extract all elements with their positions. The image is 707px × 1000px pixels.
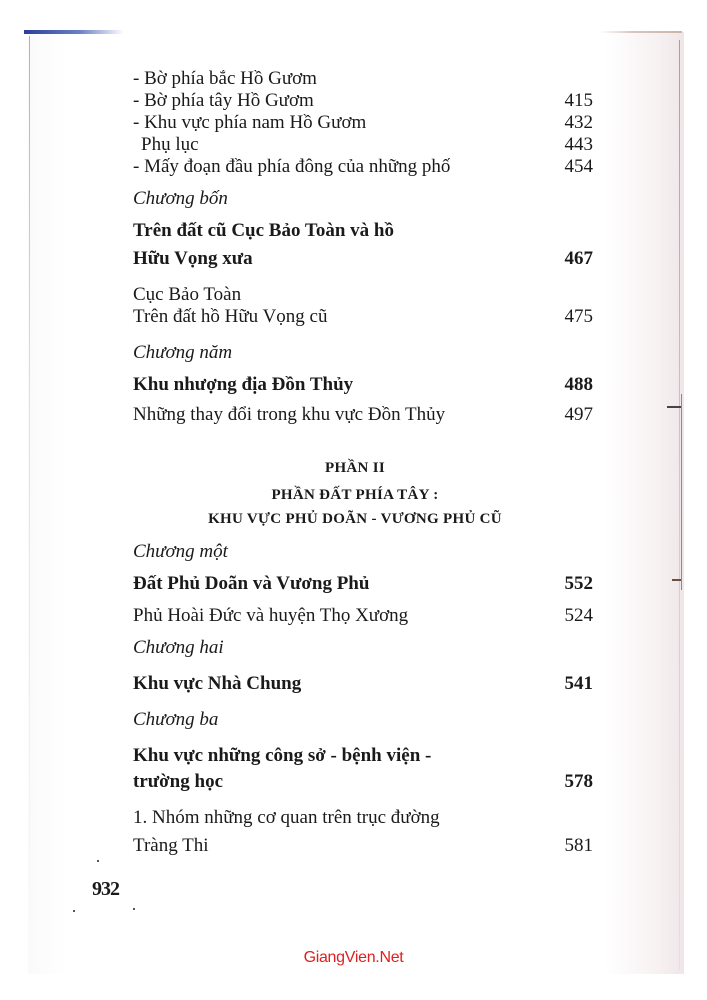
chapter-label — [133, 637, 593, 659]
toc-entry — [133, 835, 593, 857]
chapter-label-text: Chương hai — [133, 637, 224, 658]
chapter-label-text: Chương ba — [133, 709, 219, 730]
chapter-title-page: 541 — [564, 673, 593, 694]
chapter-label — [133, 541, 593, 563]
page-edge-top-left — [24, 30, 124, 34]
chapter-title — [133, 248, 593, 270]
toc-entry — [133, 156, 593, 178]
chapter-title-page: 552 — [564, 573, 593, 594]
page-number: 932 — [92, 878, 119, 900]
chapter-title-text: Hữu Vọng xưa — [133, 248, 253, 269]
toc-entry-text: Phủ Hoài Đức và huyện Thọ Xương — [133, 605, 409, 626]
part-label: PHẦN II — [324, 460, 386, 476]
scan-speck — [73, 910, 75, 912]
toc-entry — [133, 284, 593, 306]
toc-entry-page: 454 — [564, 156, 593, 177]
toc-entry-text: - Bờ phía tây Hồ Gươm — [133, 90, 314, 111]
margin-bracket-line — [681, 394, 682, 590]
page-edge-top-right — [600, 31, 682, 33]
toc-entry — [133, 68, 593, 90]
chapter-title-page: 488 — [564, 374, 593, 395]
toc-entry — [133, 90, 593, 112]
watermark-text: GiangVien.Net — [303, 949, 404, 966]
scan-speck — [97, 860, 99, 862]
toc-entry — [133, 605, 593, 627]
toc-entry-page: 443 — [564, 134, 593, 155]
toc-entry-text: Trên đất hồ Hữu Vọng cũ — [133, 306, 328, 327]
toc-entry-page: 497 — [564, 404, 593, 425]
chapter-label — [133, 188, 593, 210]
scan-speck — [133, 908, 135, 910]
table-of-contents-part2 — [133, 541, 593, 857]
chapter-label-text: Chương năm — [133, 342, 233, 363]
toc-entry-text: 1. Nhóm những cơ quan trên trục đường — [133, 807, 440, 828]
margin-bracket-tick-top — [667, 406, 681, 408]
toc-entry-page: 415 — [564, 90, 593, 111]
margin-bracket-tick-bottom — [672, 579, 681, 581]
table-of-contents — [133, 68, 593, 426]
part-title-line2: KHU VỰC PHỦ DOÃN - VƯƠNG PHỦ CŨ — [208, 511, 502, 527]
chapter-title-text: Khu vực những công sở - bệnh viện - — [133, 745, 432, 766]
chapter-title-page: 467 — [564, 248, 593, 269]
chapter-title-text: Đất Phủ Doãn và Vương Phủ — [133, 573, 370, 594]
page-edge-left — [29, 36, 30, 936]
chapter-title — [133, 573, 593, 595]
chapter-label — [133, 709, 593, 731]
toc-entry-page: 524 — [564, 605, 593, 626]
chapter-title — [133, 220, 593, 242]
toc-entry — [133, 404, 593, 426]
chapter-title — [133, 745, 593, 767]
chapter-label — [133, 342, 593, 364]
toc-entry-text: Cục Bảo Toàn — [133, 284, 242, 305]
toc-entry — [133, 112, 593, 134]
chapter-title-text: Khu nhượng địa Đồn Thủy — [133, 374, 354, 395]
chapter-label-text: Chương bốn — [133, 188, 228, 209]
chapter-title — [133, 771, 593, 793]
chapter-title-text: Khu vực Nhà Chung — [133, 673, 302, 694]
chapter-label-text: Chương một — [133, 541, 228, 562]
chapter-title-text: trường học — [133, 771, 223, 792]
chapter-title — [133, 673, 593, 695]
toc-entry-text: - Khu vực phía nam Hồ Gươm — [133, 112, 367, 133]
toc-entry-page: 432 — [564, 112, 593, 133]
toc-entry-page: 475 — [564, 306, 593, 327]
page-edge-right — [679, 40, 680, 970]
chapter-title-page: 578 — [564, 771, 593, 792]
toc-entry-text: Những thay đổi trong khu vực Đồn Thủy — [133, 404, 446, 425]
toc-entry — [133, 134, 593, 156]
toc-entry-text: - Mấy đoạn đầu phía đông của những phố — [133, 156, 451, 177]
chapter-title-text: Trên đất cũ Cục Bảo Toàn và hồ — [133, 220, 394, 241]
toc-entry-text: Tràng Thi — [133, 835, 209, 856]
toc-entry-page: 581 — [564, 835, 593, 856]
toc-entry-text: - Bờ phía bắc Hồ Gươm — [133, 68, 317, 89]
part-title-line1: PHẦN ĐẤT PHÍA TÂY : — [271, 487, 439, 503]
toc-entry — [133, 306, 593, 328]
toc-entry — [133, 807, 593, 829]
chapter-title — [133, 374, 593, 396]
toc-entry-text: Phụ lục — [141, 134, 199, 155]
